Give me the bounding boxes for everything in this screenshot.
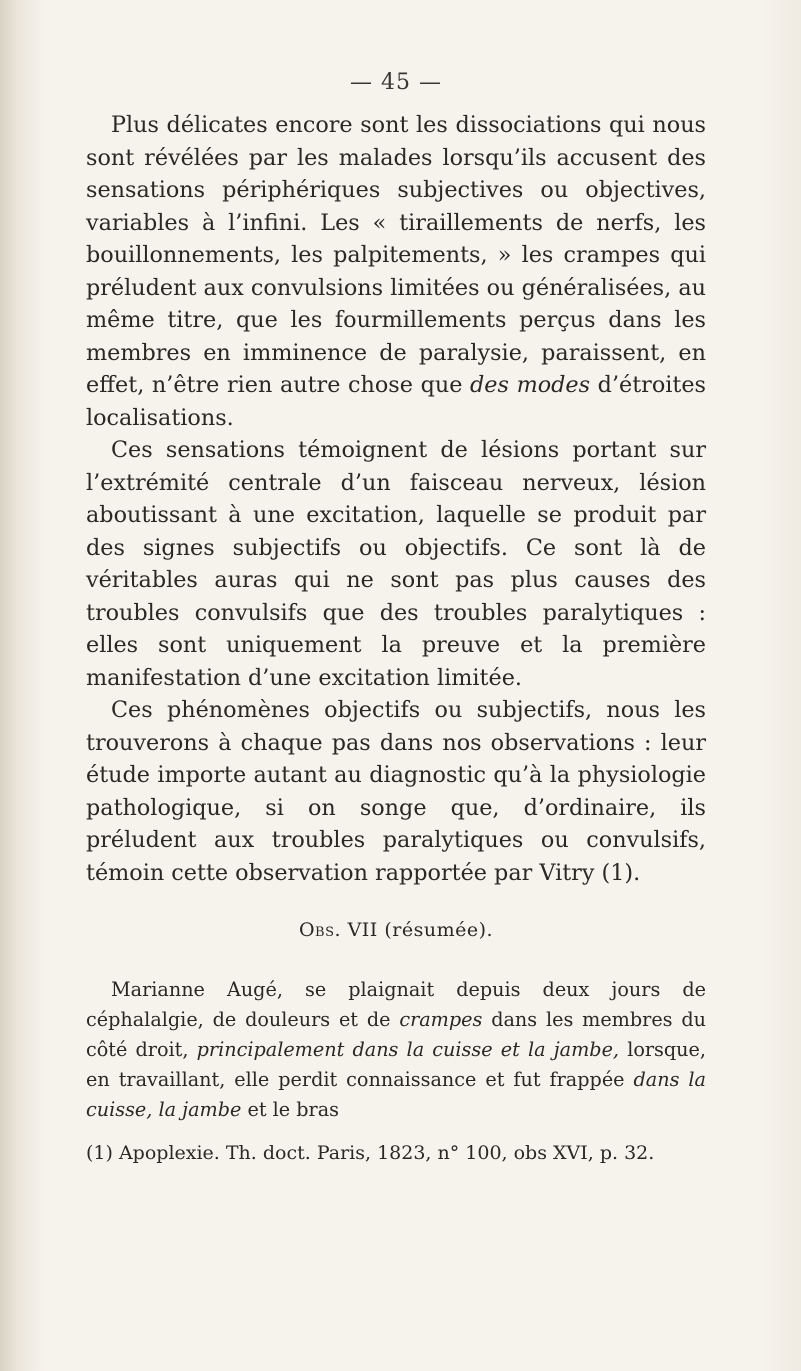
paragraph-1-text-b: d’étroites localisations. xyxy=(86,372,706,431)
observation-title xyxy=(86,919,706,941)
observation-text-1: Marianne Augé, se plaignait depuis deux jours de céphalalgie, de douleurs et de xyxy=(86,978,706,1031)
observation-emphasis-2: principalement dans la cuisse et la jambe, xyxy=(196,1038,620,1061)
observation-title-caps: Obs. xyxy=(298,919,342,941)
paragraph-1 xyxy=(86,109,706,434)
observation-title-rest: VII (résumée). xyxy=(341,919,494,941)
paragraph-1-emphasis: des modes xyxy=(470,372,591,398)
observation-text-4: et le bras xyxy=(241,1098,339,1121)
page-number: — 45 — xyxy=(350,70,442,95)
paragraph-3: Ces phénomènes objectifs ou subjectifs, nous les trouverons à chaque pas dans nos observations : leur étude importe autant au diagnostic qu’à la physiologie pathologique, si on songe que, d’ordinaire, ils préludent aux troubles paralytiques ou convulsifs, témoin cette observation rapportée par Vitry (1). xyxy=(86,697,706,886)
text-block xyxy=(86,70,706,1167)
observation-text xyxy=(86,975,706,1125)
observation-text-3: lorsque, en travaillant, elle perdit connaissance et fut frappée xyxy=(86,1038,706,1091)
observation-text-2: dans les membres du côté droit, xyxy=(86,1008,707,1061)
observation-emphasis-1: crampes xyxy=(399,1008,483,1031)
paragraph-1-text-a: Plus délicates encore sont les dissociations qui nous sont révélées par les malades lorsqu’ils accusent des sensations périphériques subjectives ou objectives, variables à l’infini. Les « tiraillements de nerfs, les bouillonnements, les palpitements, » les crampes qui préludent aux convulsions limitées ou généralisées, au même titre, que les fourmillements perçus dans les membres en imminence de paralysie, paraissent, en effet, n’être rien autre chose que xyxy=(86,112,706,398)
paragraph-2: Ces sensations témoignent de lésions portant sur l’extrémité centrale d’un faisceau nerveux, lésion aboutissant à une excitation, laquelle se produit par des signes subjectifs ou objectifs. Ce sont là de véritables auras qui ne sont pas plus causes des troubles convulsifs que des troubles paralytiques : elles sont uniquement la preuve et la première manifestation d’une excitation limitée. xyxy=(86,437,706,691)
observation-emphasis-3: dans la cuisse, la jambe xyxy=(86,1068,706,1121)
footnote: (1) Apoplexie. Th. doct. Paris, 1823, n° 100, obs XVI, p. 32. xyxy=(86,1142,655,1164)
